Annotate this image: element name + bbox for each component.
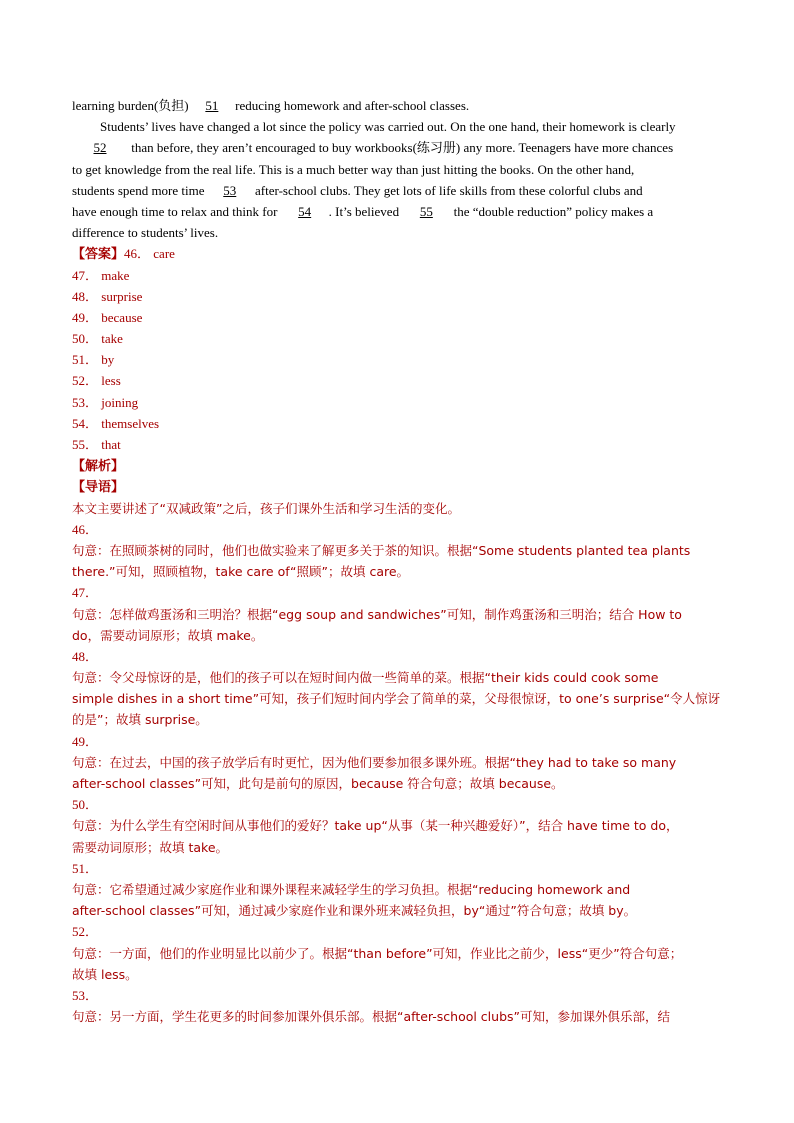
- answer-word: themselves: [101, 415, 160, 431]
- explanation-number: 51．: [72, 860, 99, 876]
- answer-row: [72, 392, 724, 413]
- explanation-line: 需要动词原形；故填 take。: [72, 839, 229, 855]
- explanation-line: after-school classes”可知，通过减少家庭作业和课外班来减轻负担，by“通过”符合句意；故填 by。: [72, 903, 637, 919]
- answer-row: [72, 349, 724, 370]
- answer-row: [72, 413, 724, 434]
- document-page: [72, 95, 724, 1027]
- passage-text: have enough time to relax and think for: [72, 203, 278, 219]
- passage-line: [72, 159, 724, 180]
- answer-row: [72, 434, 724, 455]
- passage-text: . It’s believed: [328, 203, 400, 219]
- explanation-line: do，需要动词原形；故填 make。: [72, 627, 264, 643]
- analysis-header-row: [72, 455, 724, 476]
- explanation-line: 句意：令父母惊讶的是，他们的孩子可以在短时间内做一些简单的菜。根据“their kids could cook some: [72, 670, 659, 686]
- passage-text: to get knowledge from the real life. This is a much better way than just hitting the books. On the other hand,: [72, 161, 635, 177]
- answer-row: [72, 286, 724, 307]
- passage-text: difference to students’ lives.: [72, 225, 219, 241]
- answer-header: 【答案】: [72, 247, 125, 263]
- explanation-number: 46．: [72, 521, 99, 537]
- blank-52: 52: [93, 140, 107, 156]
- passage-text: than before, they aren’t encouraged to buy workbooks(练习册) any more. Teenagers have more chances: [131, 140, 674, 156]
- answer-number: 49．: [72, 309, 99, 325]
- passage-line: [72, 95, 724, 116]
- explanation-number: 50．: [72, 797, 99, 813]
- analysis-header: 【解析】: [72, 459, 125, 475]
- passage-text: learning burden(负担): [72, 98, 189, 113]
- explanation-line: 句意：为什么学生有空闲时间从事他们的爱好？take up“从事（某一种兴趣爱好）”，结合 have time to do，: [72, 818, 679, 834]
- answer-number: 51．: [72, 352, 99, 368]
- answer-word: by: [101, 352, 115, 368]
- blank-53: 53: [223, 182, 237, 198]
- answer-number: 54．: [72, 415, 99, 431]
- explanation-line: 故填 less。: [72, 966, 138, 982]
- answer-word: take: [101, 331, 123, 347]
- answer-number: 47．: [72, 267, 99, 283]
- answer-word: that: [101, 437, 121, 452]
- guide-text: 本文主要讲述了“双减政策”之后，孩子们课外生活和学习生活的变化。: [72, 500, 460, 516]
- answer-word: make: [101, 267, 130, 283]
- passage-line: [72, 222, 724, 243]
- answer-word: surprise: [101, 288, 143, 304]
- answer-number: 52．: [72, 373, 99, 389]
- explanation-number: 47．: [72, 585, 99, 601]
- explanation-line: simple dishes in a short time”可知，孩子们短时间内学会了简单的菜，父母很惊讶，to one’s surprise“令人惊讶: [72, 691, 721, 707]
- answer-row: [72, 370, 724, 391]
- answer-word: because: [101, 309, 143, 325]
- answer-number: 46．: [124, 246, 151, 262]
- answer-row: [72, 307, 724, 328]
- passage-line: [72, 116, 724, 137]
- blank-54: 54: [298, 203, 312, 219]
- explanation-number: 49．: [72, 733, 99, 749]
- answer-row: [72, 265, 724, 286]
- answer-number: 50．: [72, 331, 99, 347]
- passage-text: after-school clubs. They get lots of life skills from these colorful clubs and: [255, 182, 643, 198]
- explanation-number: 48．: [72, 648, 99, 664]
- guide-header-row: [72, 476, 724, 497]
- answer-word: joining: [101, 394, 139, 410]
- explanation-line: 句意：在照顾茶树的同时，他们也做实验来了解更多关于茶的知识。根据“Some students planted tea plants: [72, 542, 691, 558]
- passage-text: the “double reduction” policy makes a: [453, 203, 654, 219]
- explanation-line: 句意：它希望通过减少家庭作业和课外课程来减轻学生的学习负担。根据“reducing homework and: [72, 881, 631, 897]
- explanation-line: there.”可知，照顾植物，take care of“照顾”；故填 care。: [72, 564, 410, 580]
- explanation-line: 句意：另一方面，学生花更多的时间参加课外俱乐部。根据“after-school clubs”可知，参加课外俱乐部，结: [72, 1009, 670, 1025]
- explanation-line: 句意：在过去，中国的孩子放学后有时更忙，因为他们要参加很多课外班。根据“they had to take so many: [72, 754, 677, 770]
- explanation-line: after-school classes”可知，此句是前句的原因，because 符合句意；故填 because。: [72, 776, 564, 791]
- guide-header: 【导语】: [72, 480, 125, 496]
- answer-number: 48．: [72, 288, 99, 304]
- answer-word: less: [101, 373, 121, 389]
- blank-51: 51: [205, 98, 219, 113]
- passage-line: [72, 137, 724, 158]
- answer-number: 55．: [72, 437, 99, 452]
- explanation-line: 句意：怎样做鸡蛋汤和三明治？根据“egg soup and sandwiches”可知，制作鸡蛋汤和三明治；结合 How to: [72, 606, 682, 622]
- explanation-line: 的是”；故填 surprise。: [72, 712, 208, 728]
- passage-text: Students’ lives have changed a lot since the policy was carried out. On the one hand, their homework is clearly: [100, 119, 676, 135]
- explanation-line: 句意：一方面，他们的作业明显比以前少了。根据“than before”可知，作业比之前少，less“更少”符合句意；: [72, 945, 683, 961]
- passage-line: [72, 201, 724, 222]
- explanation-number: 53．: [72, 987, 99, 1003]
- passage-text: students spend more time: [72, 182, 205, 198]
- answer-word: care: [153, 246, 175, 262]
- explanation-number: 52．: [72, 924, 99, 940]
- answer-row: [72, 328, 724, 349]
- answer-number: 53．: [72, 394, 99, 410]
- blank-55: 55: [419, 203, 433, 219]
- passage-line: [72, 180, 724, 201]
- passage-text: reducing homework and after-school classes.: [235, 98, 470, 113]
- answer-row: [72, 243, 724, 264]
